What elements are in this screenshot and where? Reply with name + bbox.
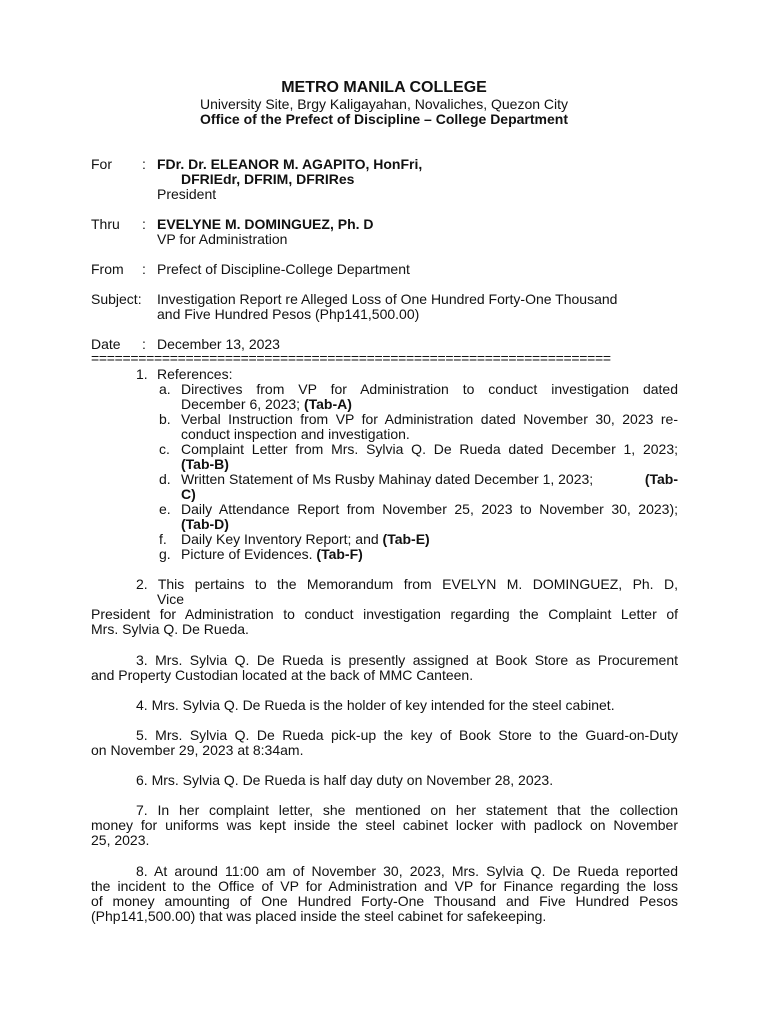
subject-line2: and Five Hundred Pesos (Php141,500.00): [157, 306, 420, 322]
reference-letter: c.: [159, 441, 170, 457]
separator-line: ==================================================================: [91, 351, 611, 366]
thru-colon: :: [142, 216, 146, 232]
paragraph-3-line1: 3. Mrs. Sylvia Q. De Rueda is presently assigned at Book Store as Procurement: [136, 652, 678, 668]
for-name-line2: DFRIEdr, DFRIM, DFRIRes: [181, 171, 355, 187]
paragraph-2-line2: Vice: [157, 591, 184, 607]
paragraph-2-line3: President for Administration to conduct investigation regarding the Complaint Letter of: [91, 606, 678, 622]
thru-label: Thru: [91, 216, 120, 232]
references-heading: References:: [157, 366, 233, 382]
reference-letter: f.: [159, 531, 167, 547]
reference-item-f-text: Daily Key Inventory Report; and: [181, 531, 383, 547]
date-label: Date: [91, 336, 121, 352]
tab-c-label-end: C): [181, 486, 196, 502]
subject-label: Subject:: [91, 291, 142, 307]
reference-letter: g.: [159, 546, 171, 562]
reference-item-b-line1: Verbal Instruction from VP for Administration dated November 30, 2023 re-: [181, 411, 678, 427]
reference-item-d-line1: [181, 472, 678, 487]
paragraph-5-line2: on November 29, 2023 at 8:34am.: [91, 742, 304, 758]
paragraph-8-line1: 8. At around 11:00 am of November 30, 2023, Mrs. Sylvia Q. De Rueda reported: [136, 863, 678, 879]
for-name-line1: FDr. Dr. ELEANOR M. AGAPITO, HonFri,: [157, 156, 423, 172]
reference-letter: d.: [159, 471, 171, 487]
from-colon: :: [142, 261, 146, 277]
date-colon: :: [142, 336, 146, 352]
org-name: METRO MANILA COLLEGE: [281, 79, 487, 96]
reference-item-a-text: December 6, 2023;: [181, 396, 304, 412]
paragraph-2-line4: Mrs. Sylvia Q. De Rueda.: [91, 621, 249, 637]
from-label: From: [91, 261, 124, 277]
reference-letter: b.: [159, 411, 171, 427]
paragraph-3-line2: and Property Custodian located at the back of MMC Canteen.: [91, 667, 474, 683]
paragraph-8-line4: (Php141,500.00) that was placed inside the steel cabinet for safekeeping.: [91, 908, 547, 924]
reference-letter: a.: [159, 381, 171, 397]
paragraph-8-line2: the incident to the Office of VP for Administration and VP for Finance regarding the loss: [91, 878, 678, 894]
paragraph-8-line3: of money amounting of One Hundred Forty-One Thousand and Five Hundred Pesos: [91, 893, 678, 909]
reference-item-e-line1: Daily Attendance Report from November 25, 2023 to November 30, 2023);: [181, 501, 678, 517]
tab-e-label: (Tab-E): [382, 531, 430, 547]
reference-item-g-line1: [181, 547, 363, 562]
paragraph-2-line1: 2. This pertains to the Memorandum from EVELYN M. DOMINGUEZ, Ph. D,: [136, 576, 678, 592]
for-position: President: [157, 186, 217, 202]
paragraph-6-line1: 6. Mrs. Sylvia Q. De Rueda is half day duty on November 28, 2023.: [136, 772, 554, 788]
tab-f-label: (Tab-F): [316, 546, 363, 562]
paragraph-4-line1: 4. Mrs. Sylvia Q. De Rueda is the holder of key intended for the steel cabinet.: [136, 697, 615, 713]
reference-item-d-text: Written Statement of Ms Rusby Mahinay dated December 1, 2023;: [181, 471, 594, 487]
thru-position: VP for Administration: [157, 231, 288, 247]
reference-letter: e.: [159, 501, 171, 517]
date-value: December 13, 2023: [157, 336, 280, 352]
from-value: Prefect of Discipline-College Department: [157, 261, 410, 277]
reference-item-c-line1: Complaint Letter from Mrs. Sylvia Q. De Rueda dated December 1, 2023;: [181, 441, 678, 457]
paragraph-7-line1: 7. In her complaint letter, she mentioned on her statement that the collection: [136, 802, 678, 818]
tab-a-label: (Tab-A): [303, 396, 352, 412]
for-label: For: [91, 156, 112, 172]
reference-item-a-line1: Directives from VP for Administration to conduct investigation dated: [181, 381, 678, 397]
references-number: 1.: [136, 366, 148, 382]
org-address: University Site, Brgy Kaligayahan, Novaliches, Quezon City: [199, 96, 569, 112]
tab-b-label: (Tab-B): [181, 456, 229, 472]
thru-name: EVELYNE M. DOMINGUEZ, Ph. D: [157, 216, 374, 232]
tab-d-label: (Tab-D): [181, 516, 229, 532]
reference-item-a-line2: [181, 397, 352, 412]
subject-line1: Investigation Report re Alleged Loss of One Hundred Forty-One Thousand: [157, 291, 618, 307]
office-name: Office of the Prefect of Discipline – College Department: [200, 111, 568, 127]
tab-c-label-start: (Tab-: [644, 471, 678, 487]
reference-item-g-text: Picture of Evidences.: [181, 546, 317, 562]
paragraph-7-line3: 25, 2023.: [91, 832, 150, 848]
for-colon: :: [142, 156, 146, 172]
reference-item-f-line1: [181, 532, 430, 547]
reference-item-b-line2: conduct inspection and investigation.: [181, 426, 410, 442]
paragraph-5-line1: 5. Mrs. Sylvia Q. De Rueda pick-up the key of Book Store to the Guard-on-Duty: [136, 727, 678, 743]
paragraph-7-line2: money for uniforms was kept inside the steel cabinet locker with padlock on November: [91, 817, 678, 833]
